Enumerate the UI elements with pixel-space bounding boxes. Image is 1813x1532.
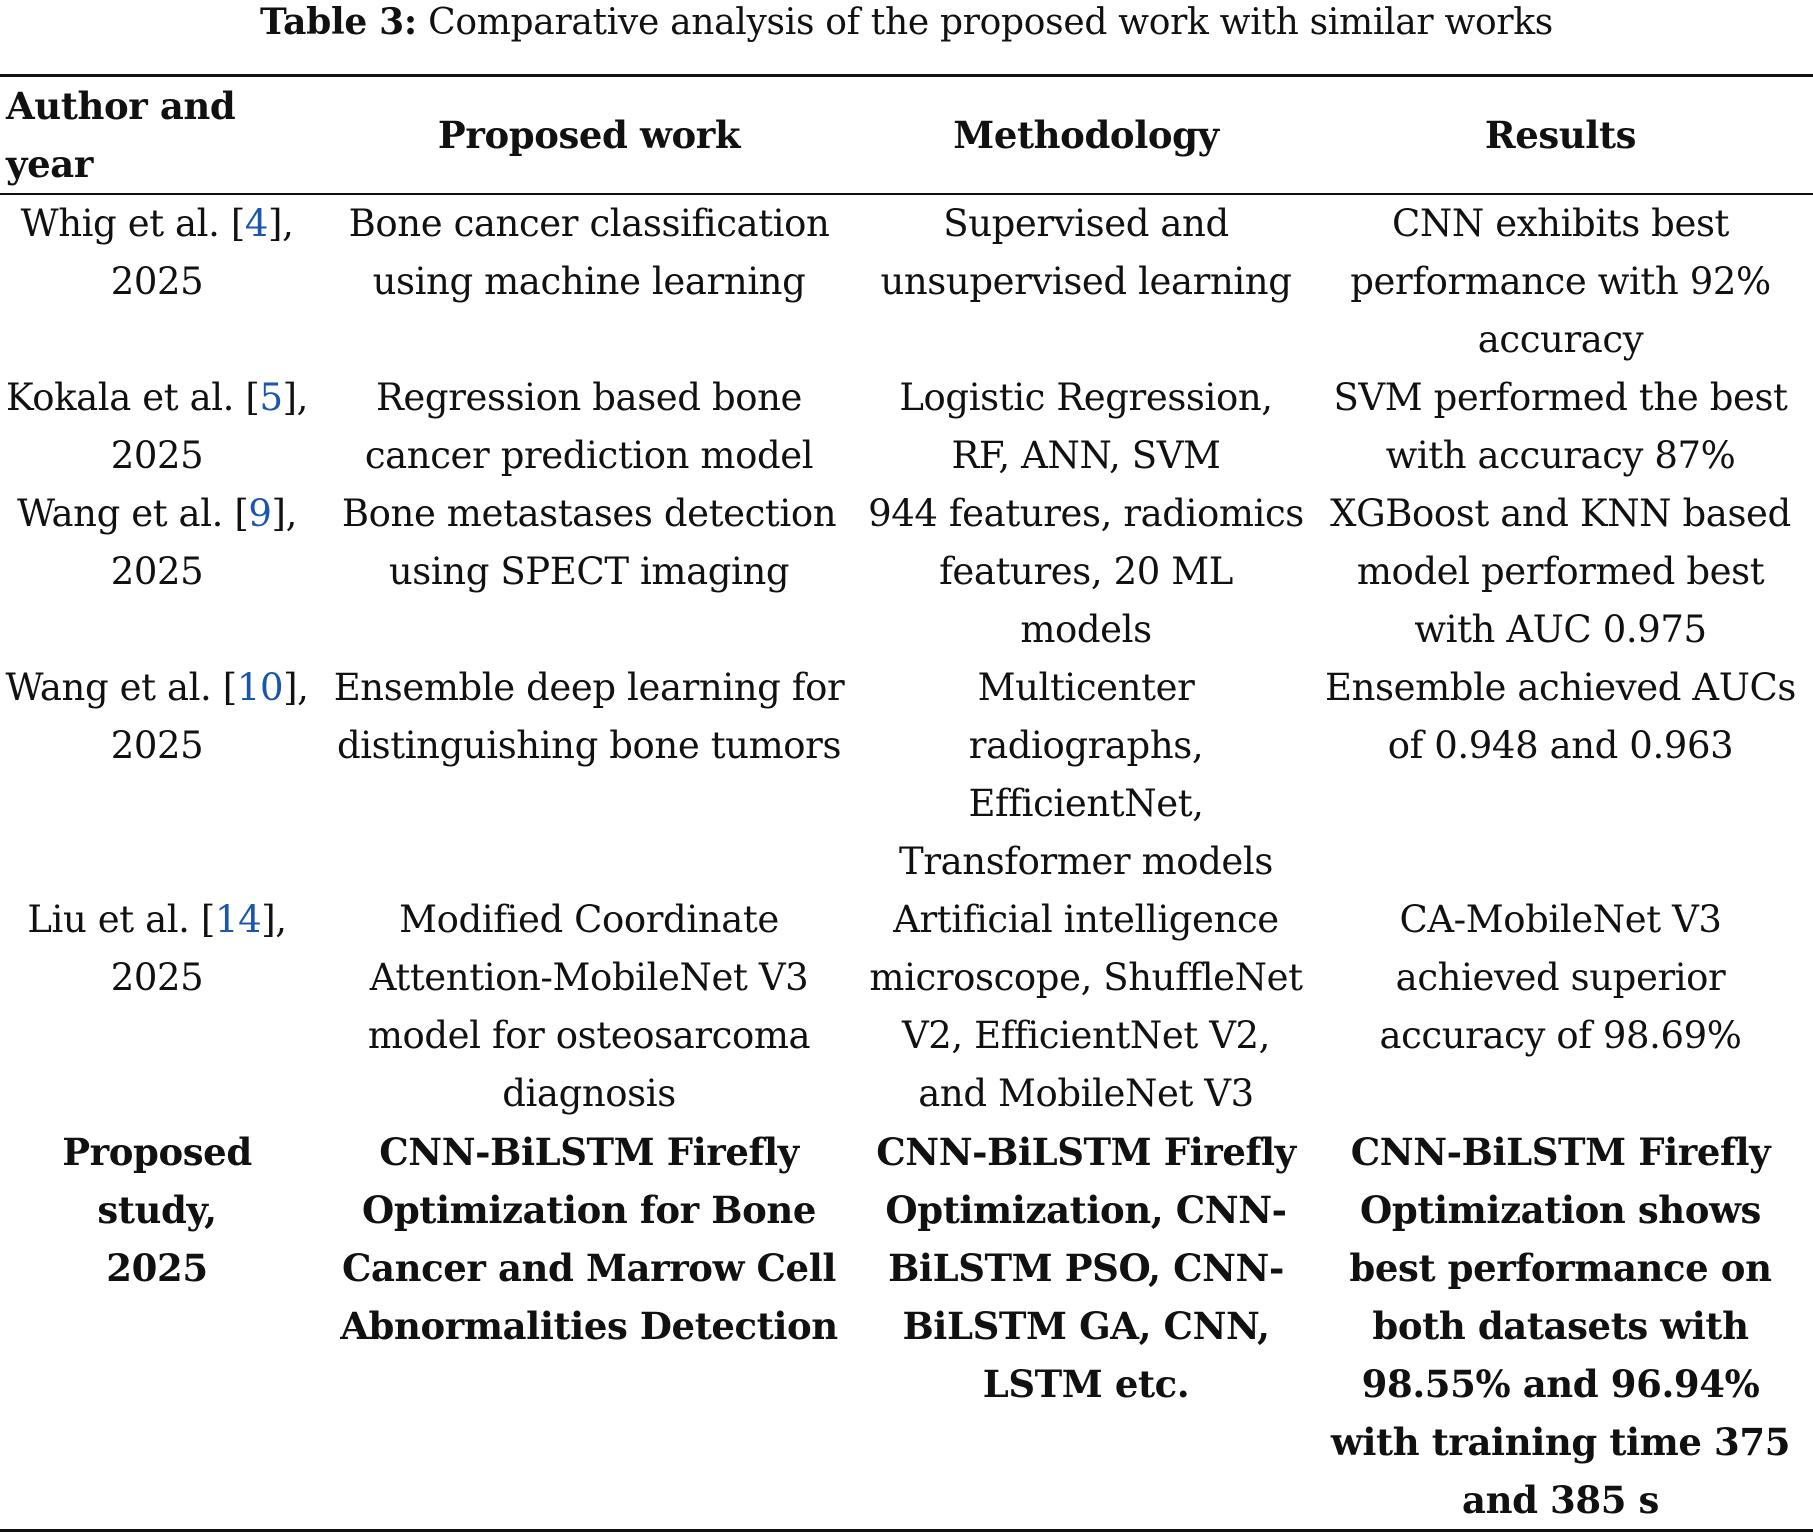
- cell-proposed-work: Regression based bone cancer prediction model: [364, 376, 814, 477]
- citation-link[interactable]: 10: [236, 666, 284, 709]
- cell-methodology: Logistic Regression, RF, ANN, SVM: [899, 376, 1273, 477]
- table-header-row: [0, 76, 1813, 195]
- cell-results: CA-MobileNet V3 achieved superior accuracy of 98.69%: [1379, 898, 1742, 1057]
- author-name: Proposed study,: [62, 1130, 252, 1232]
- cell-author-year: [0, 194, 314, 369]
- cell-author-year: [0, 485, 314, 659]
- table-caption-label: Table 3:: [260, 1, 417, 43]
- table-row: [0, 194, 1813, 369]
- cell-proposed-work: Ensemble deep learning for distinguishing bone tumors: [333, 666, 845, 767]
- header-author-year: Author and year: [0, 76, 314, 195]
- header-results: Results: [1308, 76, 1813, 195]
- cell-results: CNN-BiLSTM Firefly Optimization shows best performance on both datasets with 98.55% and 96.94% with training time 375 and 385 s: [1330, 1130, 1791, 1522]
- cell-results: Ensemble achieved AUCs of 0.948 and 0.963: [1325, 666, 1796, 767]
- table-row: [0, 369, 1813, 485]
- author-year: 2025: [110, 550, 204, 593]
- author-suffix: ],: [268, 202, 294, 245]
- comparison-table: [0, 74, 1813, 1532]
- citation-link[interactable]: 5: [259, 376, 283, 419]
- cell-results: CNN exhibits best performance with 92% accuracy: [1350, 202, 1771, 361]
- cell-methodology: Artificial intelligence microscope, ShuffleNet V2, EfficientNet V2, and MobileNet V3: [869, 898, 1303, 1115]
- cell-author-year: [0, 659, 314, 891]
- cell-results: SVM performed the best with accuracy 87%: [1333, 376, 1788, 477]
- cell-methodology: 944 features, radiomics features, 20 ML models: [868, 492, 1304, 651]
- author-name: Kokala et al. [: [6, 376, 260, 419]
- cell-author-year: [0, 891, 314, 1123]
- cell-methodology: CNN-BiLSTM Firefly Optimization, CNN-BiLSTM PSO, CNN-BiLSTM GA, CNN, LSTM etc.: [876, 1130, 1296, 1406]
- author-suffix: ],: [271, 492, 297, 535]
- citation-link[interactable]: 14: [214, 898, 262, 941]
- author-suffix: ],: [261, 898, 287, 941]
- header-proposed-work: Proposed work: [314, 76, 864, 195]
- proposed-study-row: [0, 1123, 1813, 1531]
- author-year: 2025: [106, 1246, 208, 1290]
- table-row: [0, 659, 1813, 891]
- table-row: [0, 891, 1813, 1123]
- table-row: [0, 485, 1813, 659]
- cell-proposed-work: Modified Coordinate Attention-MobileNet V3 model for osteosarcoma diagnosis: [367, 898, 811, 1115]
- cell-methodology: Multicenter radiographs, EfficientNet, Transformer models: [899, 666, 1273, 883]
- cell-author-year: [0, 1123, 314, 1531]
- author-year: 2025: [110, 956, 204, 999]
- cell-author-year: [0, 369, 314, 485]
- author-suffix: ],: [283, 666, 309, 709]
- comparison-table-container: [0, 74, 1813, 1532]
- author-name: Wang et al. [: [5, 666, 237, 709]
- author-year: 2025: [110, 260, 204, 303]
- cell-methodology: Supervised and unsupervised learning: [880, 202, 1292, 303]
- citation-link[interactable]: 9: [248, 492, 272, 535]
- cell-proposed-work: Bone metastases detection using SPECT imaging: [341, 492, 837, 593]
- cell-proposed-work: CNN-BiLSTM Firefly Optimization for Bone Cancer and Marrow Cell Abnormalities Detection: [340, 1130, 838, 1348]
- author-year: 2025: [110, 724, 204, 767]
- header-methodology: Methodology: [864, 76, 1308, 195]
- author-suffix: ],: [282, 376, 308, 419]
- author-name: Whig et al. [: [20, 202, 245, 245]
- author-year: 2025: [110, 434, 204, 477]
- table-caption-text: Comparative analysis of the proposed work with similar works: [428, 2, 1553, 43]
- cell-proposed-work: Bone cancer classification using machine learning: [348, 202, 830, 303]
- citation-link[interactable]: 4: [244, 202, 269, 245]
- table-caption: [0, 0, 1813, 45]
- author-name: Liu et al. [: [27, 898, 215, 941]
- author-name: Wang et al. [: [17, 492, 249, 535]
- cell-results: XGBoost and KNN based model performed best with AUC 0.975: [1330, 492, 1791, 651]
